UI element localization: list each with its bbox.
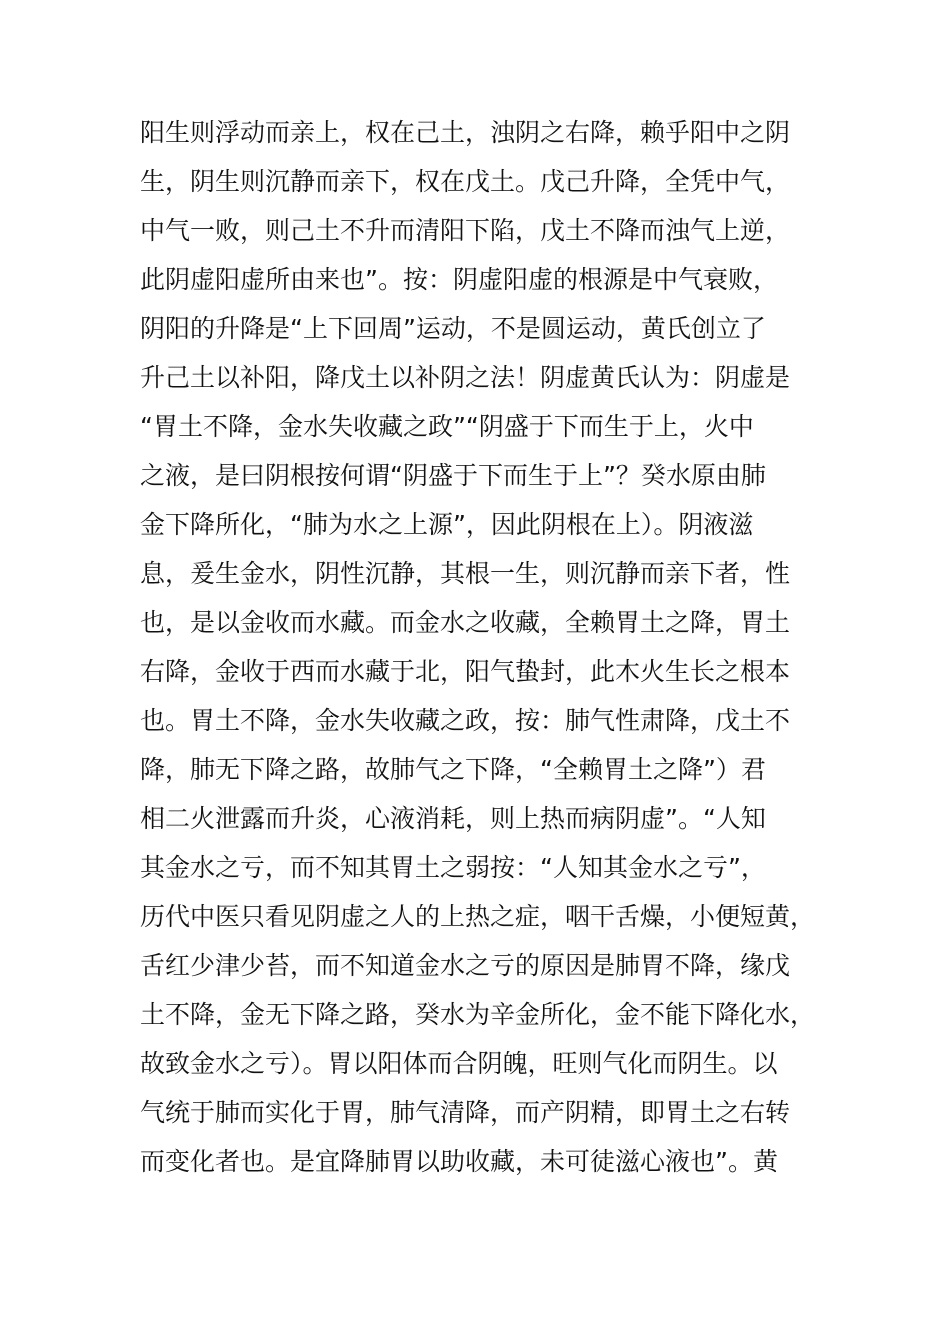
text-line-22: 而变化者也。是宜降肺胃以助收藏，未可徒滋心液也”。黄 — [140, 1147, 778, 1176]
text-line-20: 故致金水之亏）。胃以阳体而合阴魄，旺则气化而阴生。以 — [140, 1049, 778, 1078]
text-line-10: 息，爰生金水，阴性沉静，其根一生，则沉静而亲下者，性 — [140, 559, 791, 588]
text-line-19: 土不降，金无下降之路，癸水为辛金所化，金不能下降化水， — [140, 1000, 816, 1029]
text-line-2: 生，阴生则沉静而亲下，权在戊土。戊己升降，全凭中气， — [140, 167, 791, 196]
text-line-15: 相二火泄露而升炎，心液消耗，则上热而病阴虚”。“人知 — [140, 804, 766, 833]
text-line-5: 阴阳的升降是“上下回周”运动，不是圆运动，黄氏创立了 — [140, 314, 766, 343]
text-line-11: 也，是以金收而水藏。而金水之收藏，全赖胃土之降，胃土 — [140, 608, 791, 637]
text-line-16: 其金水之亏，而不知其胃土之弱按：“人知其金水之亏”， — [140, 853, 766, 882]
text-line-18: 舌红少津少苔，而不知道金水之亏的原因是肺胃不降，缘戊 — [140, 951, 791, 980]
text-line-21: 气统于肺而实化于胃，肺气清降，而产阴精，即胃土之右转 — [140, 1098, 791, 1127]
text-line-8: 之液，是曰阴根按何谓“阴盛于下而生于上”？癸水原由肺 — [140, 461, 766, 490]
text-line-17: 历代中医只看见阴虚之人的上热之症，咽干舌燥，小便短黄， — [140, 902, 816, 931]
text-line-3: 中气一败，则己土不升而清阳下陷，戊土不降而浊气上逆， — [140, 216, 791, 245]
text-line-9: 金下降所化，“肺为水之上源”，因此阴根在上）。阴液滋 — [140, 510, 754, 539]
text-line-6: 升己土以补阳，降戊土以补阴之法！阴虚黄氏认为：阴虚是 — [140, 363, 791, 392]
text-line-14: 降，肺无下降之路，故肺气之下降，“全赖胃土之降”）君 — [140, 755, 766, 784]
text-line-7: “胃土不降，金水失收藏之政”“阴盛于下而生于上，火中 — [140, 412, 754, 441]
text-line-1: 阳生则浮动而亲上，权在己土，浊阴之右降，赖乎阳中之阴 — [140, 118, 791, 147]
text-line-12: 右降，金收于西而水藏于北，阳气蛰封，此木火生长之根本 — [140, 657, 791, 686]
body-text — [140, 108, 820, 1186]
text-line-4: 此阴虚阳虚所由来也”。按：阴虚阳虚的根源是中气衰败， — [140, 265, 778, 294]
text-line-13: 也。胃土不降，金水失收藏之政，按：肺气性肃降，戊土不 — [140, 706, 791, 735]
